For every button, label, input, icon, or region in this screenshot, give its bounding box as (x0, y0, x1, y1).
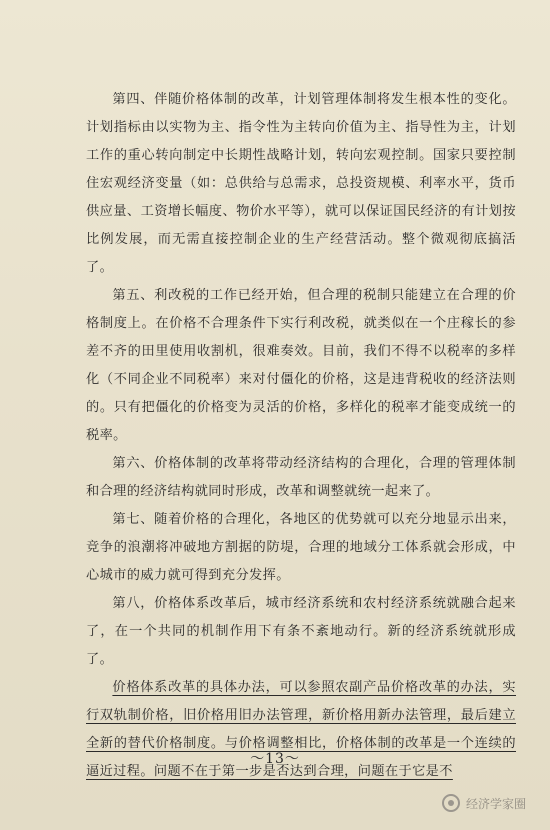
paragraph-8: 第八，价格体系改革后，城市经济系统和农村经济系统就融合起来了，在一个共同的机制作用下有条不紊地动行。新的经济系统就形成了。 (86, 596, 516, 667)
wechat-icon (442, 794, 460, 812)
paragraph-6: 第六、价格体制的改革将带动经济结构的合理化，合理的管理体制和合理的经济结构就同时形成，改革和调整就统一起来了。 (86, 456, 516, 499)
paragraph-9: 价格体系改革的具体办法，可以参照农副产品价格改革的办法，实行双轨制价格，旧价格用旧办法管理，新价格用新办法管理，最后建立全新的替代价格制度。与价格调整相比，价格体制的改革是一个连续的逼近过程。问题不在于第一步是否达到合理，问题在于它是不 (86, 680, 516, 779)
watermark (442, 794, 526, 812)
paragraph-7: 第七、随着价格的合理化，各地区的优势就可以充分地显示出来，竞争的浪潮将冲破地方割据的防堤，合理的地域分工体系就会形成，中心城市的威力就可得到充分发挥。 (86, 512, 516, 583)
page-number: ～13～ (250, 751, 300, 767)
body-text (86, 86, 516, 786)
watermark-label: 经济学家圈 (465, 796, 526, 811)
paragraph-4: 第四、伴随价格体制的改革，计划管理体制将发生根本性的变化。计划指标由以实物为主、指令性为主转向价值为主、指导性为主，计划工作的重心转向制定中长期性战略计划，转向宏观控制。国家只要控制住宏观经济变量（如：总供给与总需求，总投资规模、利率水平，货币供应量、工资增长幅度、物价水平等），就可以保证国民经济的有计划按比例发展，而无需直接控制企业的生产经营活动。整个微观彻底搞活了。 (86, 92, 516, 275)
paragraph-5: 第五、利改税的工作已经开始，但合理的税制只能建立在合理的价格制度上。在价格不合理条件下实行利改税，就类似在一个庄稼长的参差不齐的田里使用收割机，很难奏效。目前，我们不得不以税率的多样化（不同企业不同税率）来对付僵化的价格，这是违背税收的经济法则的。只有把僵化的价格变为灵活的价格，多样化的税率才能变成统一的税率。 (86, 288, 516, 443)
